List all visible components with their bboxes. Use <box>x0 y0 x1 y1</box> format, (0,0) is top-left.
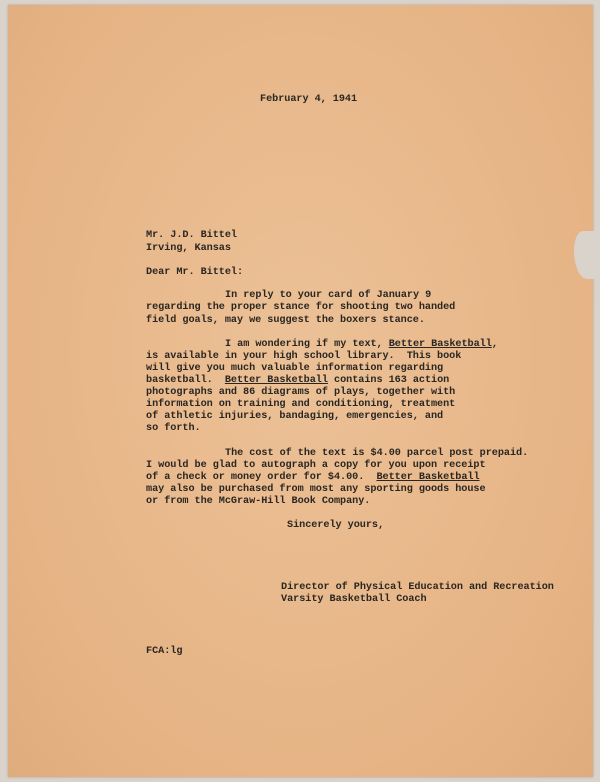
signature-subtitle: Varsity Basketball Coach <box>281 594 427 605</box>
salutation: Dear Mr. Bittel: <box>146 267 244 278</box>
paragraph3-line: or from the McGraw-Hill Book Company. <box>146 496 371 507</box>
paragraph2-line: is available in your high school library. This book <box>146 351 462 362</box>
paragraph2-line: will give you much valuable information regarding <box>146 363 444 374</box>
book-title: Better Basketball <box>376 472 480 483</box>
typist-initials: FCA:lg <box>146 646 183 657</box>
paragraph2-line: basketball. Better Basketball contains 163 action <box>146 375 450 386</box>
paragraph1-line: In reply to your card of January 9 <box>225 290 432 301</box>
paragraph2-line: photographs and 86 diagrams of plays, together with <box>146 387 456 398</box>
paragraph2-line: so forth. <box>146 423 201 434</box>
paragraph3-line: I would be glad to autograph a copy for you upon receipt <box>146 460 486 471</box>
paragraph1-line: field goals, may we suggest the boxers stance. <box>146 315 425 326</box>
paper-tear-notch <box>574 231 596 279</box>
paragraph2-line: of athletic injuries, bandaging, emergencies, and <box>146 411 444 422</box>
paragraph3-line: may also be purchased from most any sporting goods house <box>146 484 486 495</box>
paragraph1-line: regarding the proper stance for shooting two handed <box>146 302 456 313</box>
paragraph2-line: I am wondering if my text, Better Basketball, <box>225 339 498 350</box>
paragraph3-line: of a check or money order for $4.00. Better Basketball <box>146 472 480 483</box>
closing: Sincerely yours, <box>287 520 385 531</box>
paragraph2-line: information on training and conditioning, treatment <box>146 399 456 410</box>
letter-date: February 4, 1941 <box>260 94 358 105</box>
recipient-name: Mr. J.D. Bittel <box>146 230 237 241</box>
book-title: Better Basketball <box>224 375 328 386</box>
book-title: Better Basketball <box>388 339 492 350</box>
letter-page <box>8 5 593 777</box>
recipient-city: Irving, Kansas <box>146 243 231 254</box>
signature-title: Director of Physical Education and Recreation <box>281 582 554 593</box>
paragraph3-line: The cost of the text is $4.00 parcel post prepaid. <box>225 448 529 459</box>
